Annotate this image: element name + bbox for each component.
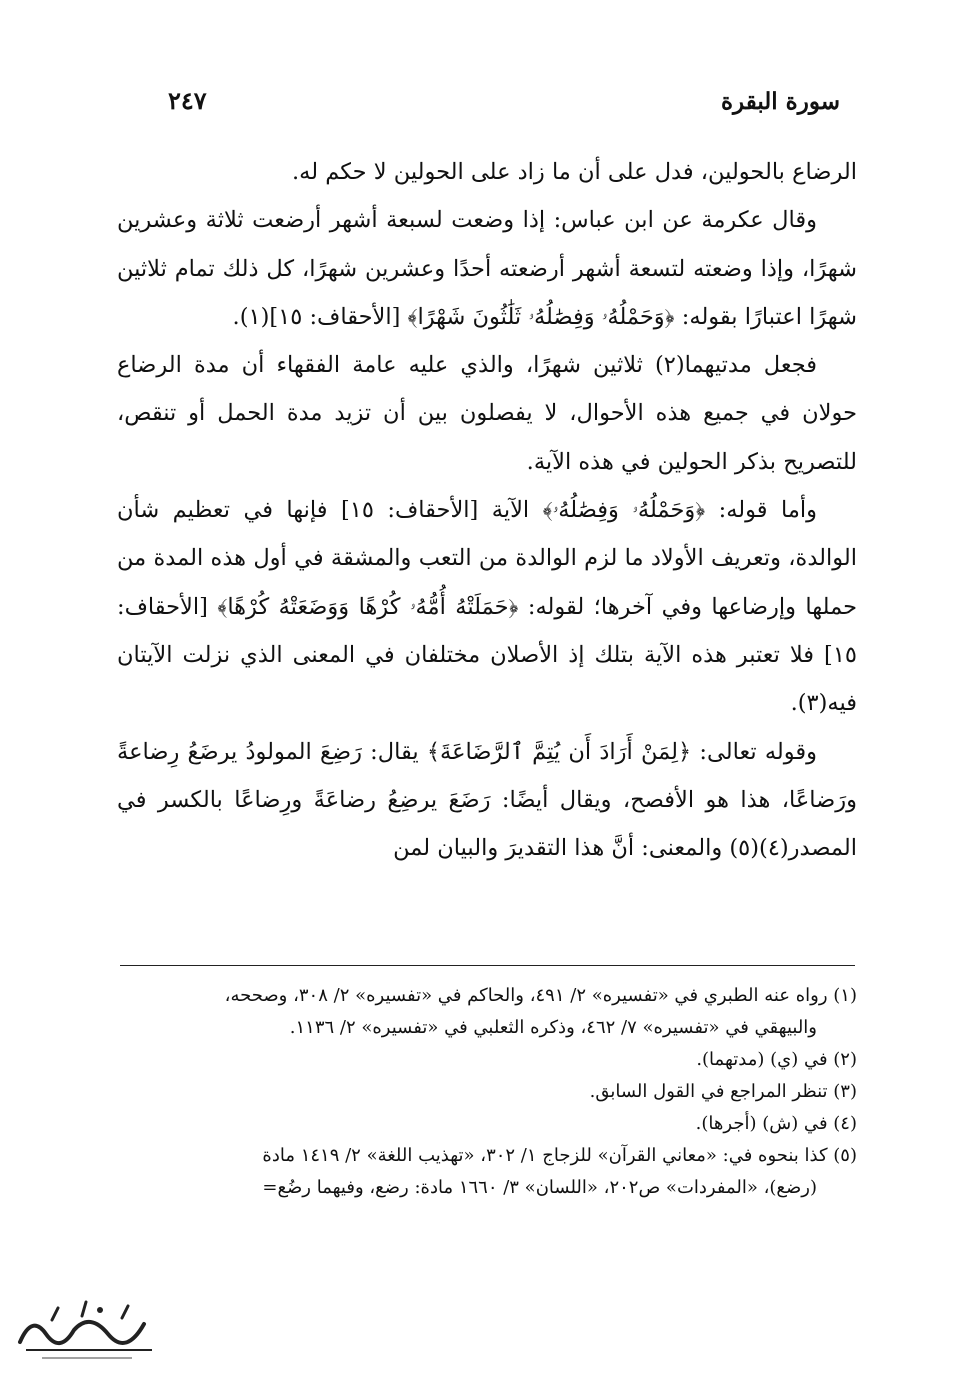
footnotes	[117, 980, 857, 1204]
footnote: (١) رواه عنه الطبري في «تفسيره» ٢/ ٤٩١، والحاكم في «تفسيره» ٢/ ٣٠٨، وصححه،	[224, 985, 857, 1006]
footnote: (٤) في (ش) (أجرها).	[695, 1113, 857, 1134]
paragraph: وقوله تعالى: ﴿لِمَنْ أَرَادَ أَن يُتِمَّ ٱلرَّضَاعَةَ﴾ يقال: رَضِعَ المولودُ يرضَعُ رِضاعةً ورَضاعًا، هذا هو الأفصح، ويقال أيضًا: رَضَعَ يرضِعُ رضاعَةً ورِضاعًا بالكسر في المصدر(٤)(٥) والمعنى: أنَّ هذا التقديرَ والبيان لمن	[117, 738, 857, 862]
paragraph: فجعل مدتيهما(٢) ثلاثين شهرًا، والذي عليه عامة الفقهاء أن مدة الرضاع حولان في جميع هذه الأحوال، لا يفصلون بين أن تزيد مدة الحمل أو تنقص، للتصريح بذكر الحولين في هذه الآية.	[117, 352, 857, 475]
paragraph: الرضاع بالحولين، فدل على أن ما زاد على الحولين لا حكم له.	[292, 159, 857, 185]
footnote-separator	[120, 965, 855, 966]
footnote: (٢) في (ي) (مدتهما).	[696, 1049, 857, 1070]
footnote-continuation: والبيهقي في «تفسيره» ٧/ ٤٦٢، وذكره الثعلبي في «تفسيره» ٢/ ١١٣٦.	[289, 1017, 817, 1038]
running-title: سورة البقرة	[720, 88, 840, 115]
footnote: (٣) تنظر المراجع في القول السابق.	[589, 1081, 857, 1102]
footnote-continuation: (رضع)، «المفردات» ص٢٠٢، «اللسان» ٣/ ١٦٦٠ مادة: رضع، وفيهما رضُع=	[262, 1177, 817, 1198]
paragraph: وأما قوله: ﴿وَحَمْلُهُۥ وَفِصَٰلُهُۥ﴾ الآية [الأحقاف: ١٥] فإنها في تعظيم شأن الوالدة، وتعريف الأولاد ما لزم الوالدة من التعب والمشقة في أول هذه المدة من حملها وإرضاعها وفي آخرها؛ لقوله: ﴿حَمَلَتْهُ أُمُّهُۥ كُرْهًا وَوَضَعَتْهُ كُرْهًا﴾ [الأحقاف: ١٥] فلا تعتبر هذه الآية بتلك إذ الأصلان مختلفان في المعنى الذي نزلت الآيتان فيه(٣).	[117, 497, 857, 717]
main-text	[117, 148, 857, 872]
paragraph: وقال عكرمة عن ابن عباس: إذا وضعت لسبعة أشهر أرضعت ثلاثة وعشرين شهرًا، وإذا وضعته لتسعة أشهر أرضعته أحدًا وعشرين شهرًا، كل ذلك تمام ثلاثين شهرًا اعتبارًا بقوله: ﴿وَحَمْلُهُۥ وَفِصَٰلُهُۥ ثَلَٰثُونَ شَهْرًا﴾ [الأحقاف: ١٥](١).	[117, 207, 857, 330]
footnote: (٥) كذا بنحوه في: «معاني القرآن» للزجاج ١/ ٣٠٢، «تهذيب اللغة» ٢/ ١٤١٩ مادة	[262, 1145, 857, 1166]
watermark-logo	[12, 1294, 162, 1364]
page-number: ٢٤٧	[168, 86, 207, 115]
